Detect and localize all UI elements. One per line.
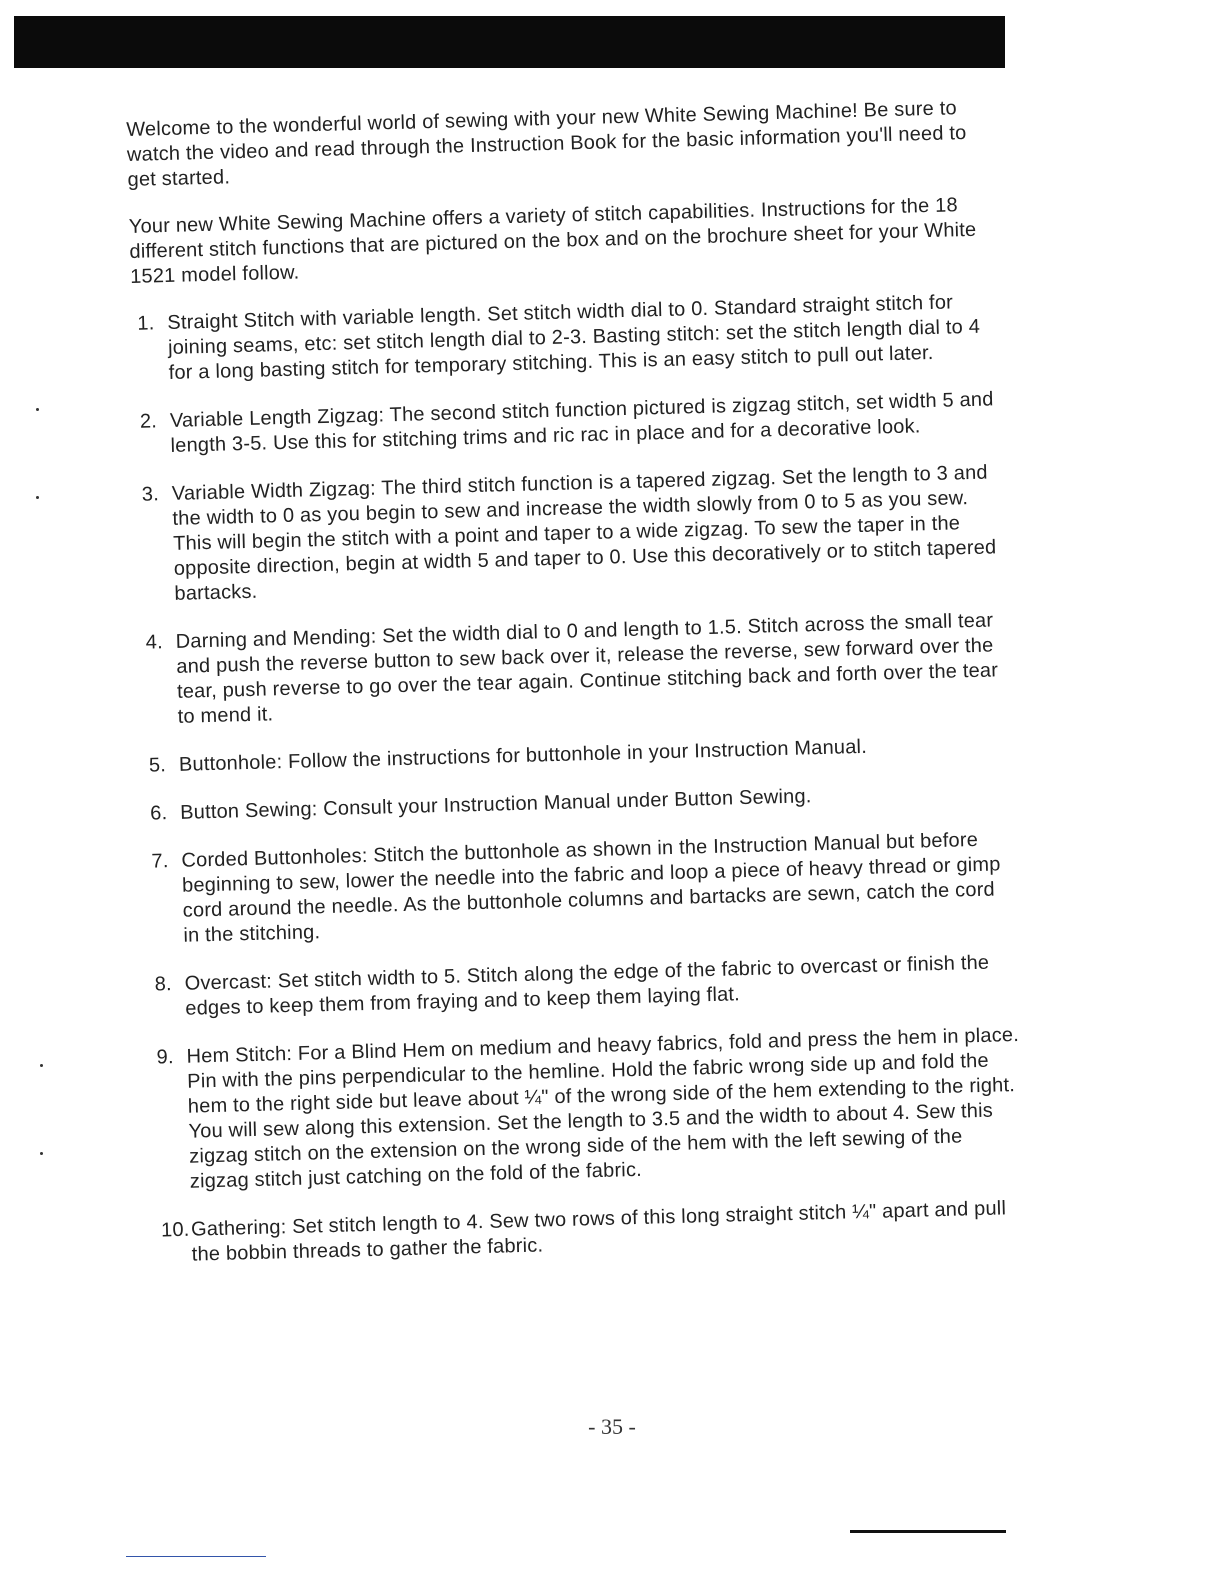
list-item — [134, 387, 1005, 460]
item-number: 9. — [156, 1046, 174, 1069]
item-number: 5. — [148, 754, 167, 777]
item-number: 1. — [137, 312, 155, 335]
item-text: Darning and Mending: Set the width dial to 0 and length to 1.5. Stitch across the small tear and push the reverse button to sew back over it, release the reverse, sew forward over the tear, push reverse to go over the tear again. Continue stitching back and forth over the tear to mend it. — [175, 609, 999, 728]
list-item — [155, 1196, 1026, 1269]
list-item — [144, 779, 1014, 827]
list-item — [139, 608, 1011, 731]
item-text: Straight Stitch with variable length. Set stitch width dial to 0. Standard straight stitch for joining seams, etc: set stitch length dial to 2-3. Basting stitch: set the stitch length dial to 4 for a long basting stitch for temporary stitching. This is an easy stitch to pull out later. — [167, 291, 981, 384]
item-number: 4. — [145, 631, 164, 654]
footer-rule-right — [850, 1530, 1006, 1533]
item-text: Button Sewing: Consult your Instruction Manual under Button Sewing. — [179, 785, 812, 824]
list-item — [150, 1023, 1024, 1196]
intro-paragraph-1: Welcome to the wonderful world of sewing with your new White Sewing Machine! Be sure to watch the video and read through the Instruction Book for the basic information you'll need to get started. — [126, 97, 967, 191]
item-text: Variable Length Zigzag: The second stitch function pictured is zigzag stitch, set width 5 and length 3-5. Use this for stitching trims and ric rac in place and for a decorative look. — [169, 388, 994, 457]
scan-speck — [36, 496, 39, 499]
item-text: Overcast: Set stitch width to 5. Stitch along the edge of the fabric to overcast or finish the edges to keep them from fraying and to keep them laying flat. — [184, 951, 990, 1020]
stitch-list — [131, 289, 1026, 1268]
footer-rule-left — [126, 1556, 266, 1557]
item-number: 10. — [160, 1218, 190, 1242]
list-item — [143, 731, 1013, 779]
header-bar — [14, 16, 1005, 68]
item-number: 2. — [139, 410, 158, 433]
page-number: - 35 - — [588, 1414, 636, 1439]
page-content — [126, 95, 1026, 1291]
item-text: Variable Width Zigzag: The third stitch function is a tapered zigzag. Set the length to 3 and the width to 0 as you begin to sew and increase the width slowly from 0 to 5 as you sew. This will begin the stitch with a point and taper to a wide zigzag. To sew the taper in the opposite direction, begin at width 5 and taper to 0. Use this decoratively or to stitch tapered bartacks. — [171, 461, 997, 605]
scan-speck — [40, 1064, 43, 1067]
item-text: Gathering: Set stitch length to 4. Sew two rows of this long straight stitch ¼" apart and pull the bobbin threads to gather the fabric. — [190, 1197, 1007, 1266]
item-number: 8. — [154, 973, 173, 996]
list-item — [145, 827, 1017, 950]
item-number: 6. — [149, 802, 168, 825]
list-item — [148, 950, 1019, 1023]
scan-speck — [40, 1152, 43, 1155]
item-text: Corded Buttonholes: Stitch the buttonhole as shown in the Instruction Manual but before beginning to sew, lower the needle into the fabric and loop a piece of heavy thread or gimp cord around the needle. As the buttonhole columns and bartacks are sewn, catch the cord in the stitching. — [181, 828, 1001, 947]
list-item — [131, 289, 1003, 387]
item-text: Buttonhole: Follow the instructions for buttonhole in your Instruction Manual. — [178, 735, 868, 776]
scan-speck — [36, 408, 39, 411]
list-item — [136, 460, 1009, 608]
intro-paragraph-2: Your new White Sewing Machine offers a variety of stitch capabilities. Instructions for the 18 different stitch functions that are pictured on the box and on the brochure sheet for your White 1521 model follow. — [128, 194, 977, 288]
item-number: 7. — [151, 850, 169, 873]
item-text: Hem Stitch: For a Blind Hem on medium and heavy fabrics, fold and press the hem in place. Pin with the pins perpendicular to the hemline. Hold the fabric wrong side up and fold the hem to the right side but leave about ¼" of the wrong side of the hem extending to the right. You will sew along this extension. Set the length to 3.5 and the width to about 4. Sew this zigzag stitch on the extension on the wrong side of the hem with the left sewing of the zigzag stitch just catching on the fold of the fabric. — [186, 1023, 1020, 1193]
item-number: 3. — [141, 483, 160, 506]
